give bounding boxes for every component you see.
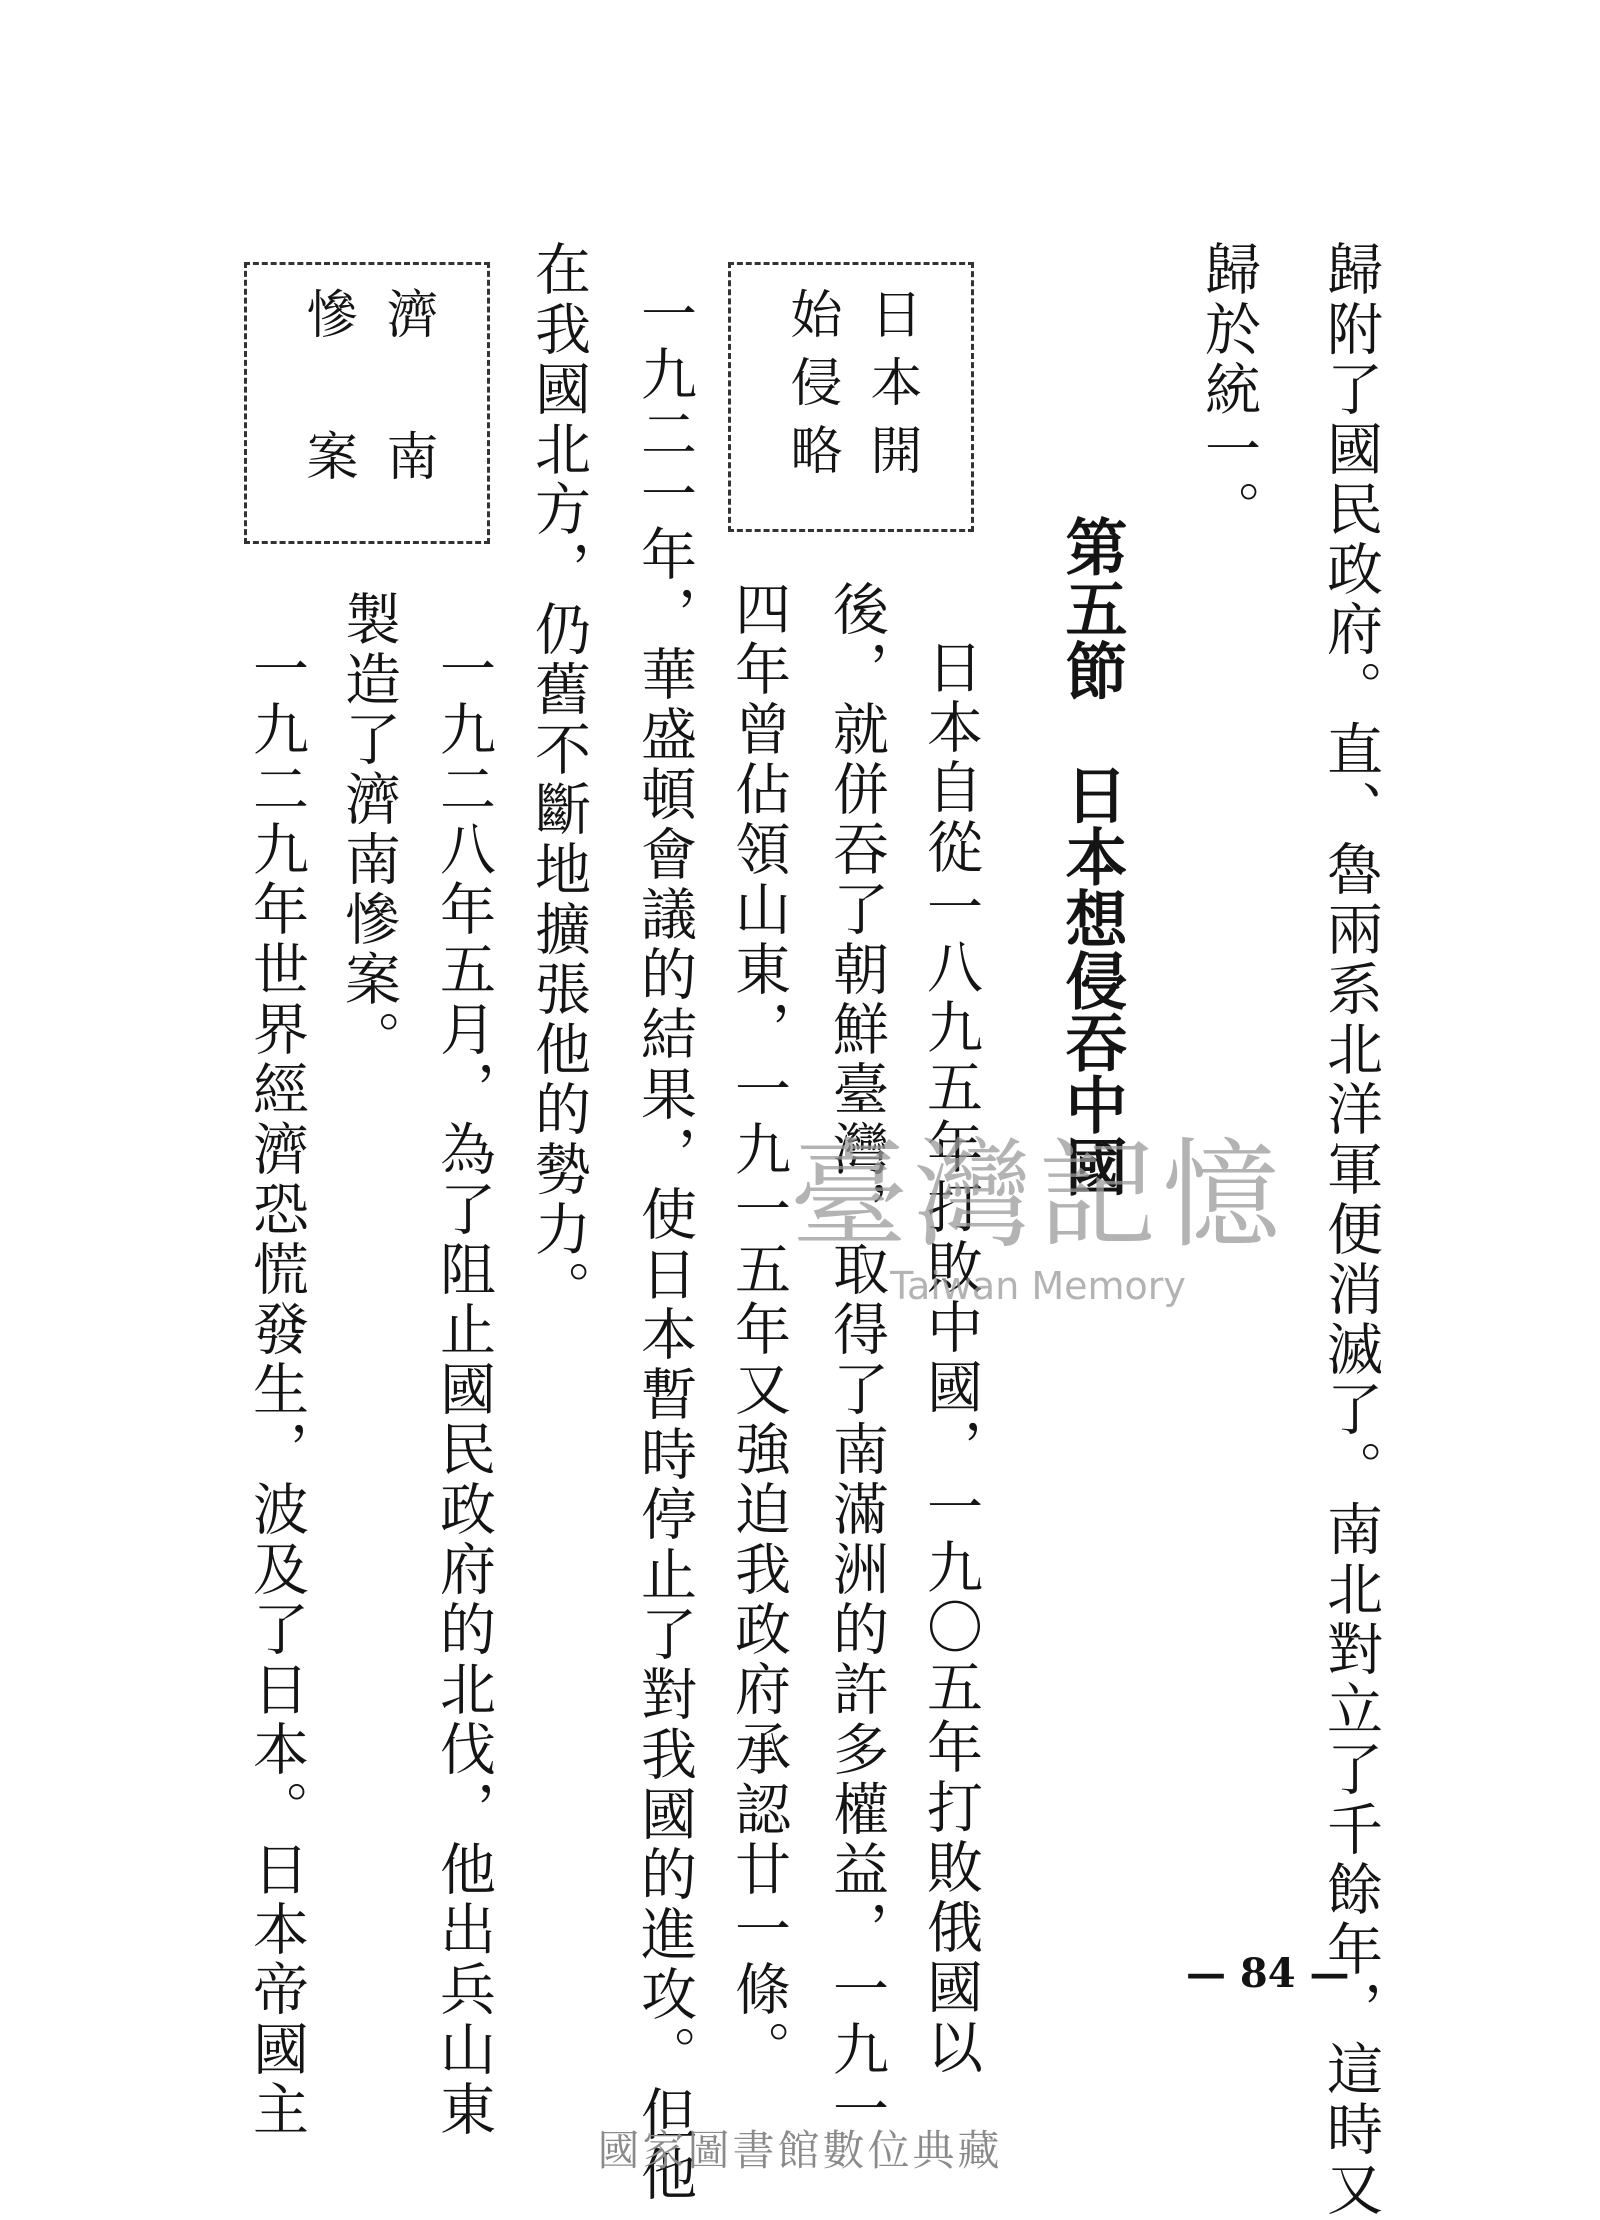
body-column-6: 一九二一年，華盛頓會議的結果，使日本暫時停止了對我國的進攻。但他	[632, 285, 697, 2205]
body-column-8: 一九二八年五月，為了阻止國民政府的北伐，他出兵山東	[431, 640, 496, 2140]
watermark-chinese: 臺灣記憶	[790, 1126, 1287, 1264]
section-heading	[1055, 515, 1128, 1197]
margin-note-line: 始侵略	[781, 287, 841, 491]
watermark-logo	[790, 1100, 1286, 1308]
body-column-7: 在我國北方，仍舊不斷地擴張他的勢力。	[526, 240, 591, 1320]
footer-archive-label: 國家圖書館數位典藏	[597, 2126, 1003, 2175]
margin-note-jinan-incident	[244, 262, 490, 571]
section-title: 日本想侵吞中國	[1055, 763, 1128, 1197]
body-column-2: 歸於統一。	[1196, 240, 1261, 540]
body-column-1: 歸附了國民政府。直、魯兩系北洋軍便消滅了。南北對立了千餘年，這時又	[1318, 240, 1383, 2220]
body-column-5: 四年曾佔領山東，一九一五年又強迫我政府承認廿一條。	[726, 580, 791, 2080]
margin-note-line: 濟南	[377, 287, 437, 571]
margin-note-japan-invasion	[728, 262, 974, 532]
margin-note-line: 慘案	[297, 287, 357, 571]
body-column-10: 一九二九年世界經濟恐慌發生，波及了日本。日本帝國主	[244, 640, 309, 2140]
body-column-3: 日本自從一八九五年打敗中國，一九〇五年打敗俄國以	[918, 638, 983, 2078]
section-number: 第五節	[1055, 515, 1128, 701]
margin-note-line: 日本開	[861, 287, 921, 491]
watermark-english: Taiwan Memory	[890, 1264, 1186, 1308]
body-column-9: 製造了濟南慘案。	[336, 590, 401, 1070]
page-number: — 84 —	[1186, 1950, 1350, 1997]
body-column-4: 後，就併吞了朝鮮臺灣，取得了南滿洲的許多權益，一九一	[824, 580, 889, 2140]
